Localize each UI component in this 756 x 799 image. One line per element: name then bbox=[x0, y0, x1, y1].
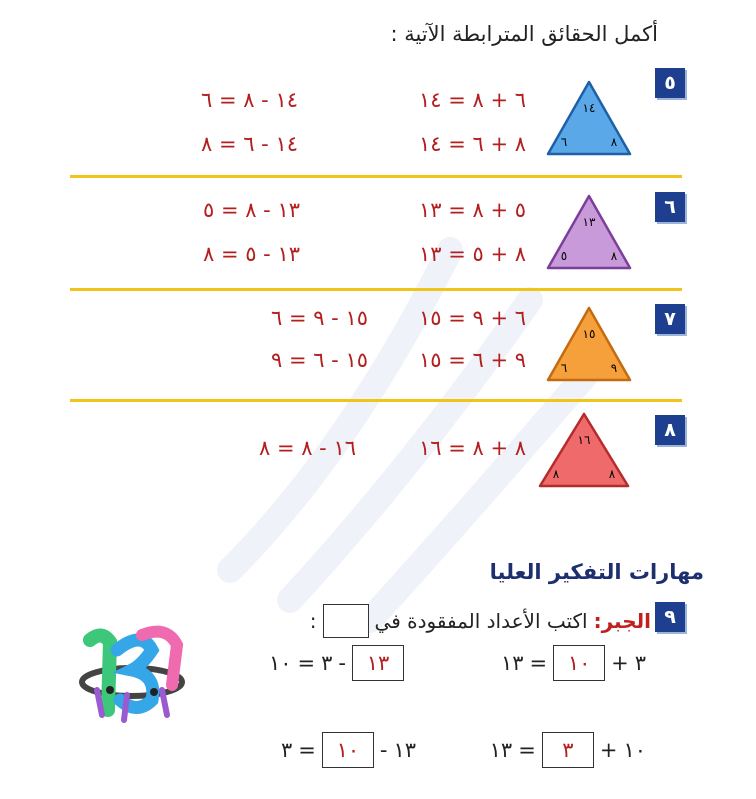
exercise-number-badge: ٥ bbox=[655, 68, 685, 98]
triangle-right-number: ٨ bbox=[610, 135, 618, 149]
question-prompt bbox=[310, 604, 651, 638]
missing-number-equation bbox=[501, 645, 646, 681]
fact-triangle bbox=[544, 78, 634, 158]
fact-equation: ١٦ - ٨ = ٨ bbox=[258, 436, 356, 460]
answer-box[interactable]: ٣ bbox=[542, 732, 594, 768]
equation-result: ١٠ bbox=[268, 651, 292, 675]
triangle-top-number: ١٦ bbox=[577, 433, 591, 447]
triangle-right-number: ٨ bbox=[608, 467, 616, 481]
exercise-number-badge: ٦ bbox=[655, 192, 685, 222]
section-title: مهارات التفكير العليا bbox=[489, 560, 704, 584]
missing-number-equation bbox=[281, 732, 416, 768]
empty-box-icon bbox=[323, 604, 369, 638]
triangle-left-number: ٦ bbox=[560, 361, 568, 375]
equation-result: ٣ bbox=[280, 738, 293, 762]
equation-result: ١٣ bbox=[500, 651, 524, 675]
fact-equation: ٩ + ٦ = ١٥ bbox=[418, 348, 526, 372]
prompt-colon: : bbox=[309, 609, 317, 633]
instruction-text: أكمل الحقائق المترابطة الآتية : bbox=[390, 22, 658, 46]
equation-equals: = bbox=[297, 651, 316, 675]
triangle-top-number: ١٤ bbox=[582, 101, 596, 115]
exercise-number-badge: ٩ bbox=[655, 602, 685, 632]
divider bbox=[70, 288, 682, 291]
triangle-top-number: ١٣ bbox=[582, 215, 596, 229]
equation-operand: ٣ bbox=[634, 651, 646, 675]
fact-equation: ١٥ - ٩ = ٦ bbox=[270, 306, 368, 330]
fact-equation: ١٥ - ٦ = ٩ bbox=[270, 348, 368, 372]
fact-equation: ١٣ - ٨ = ٥ bbox=[202, 198, 300, 222]
equation-equals: = bbox=[529, 651, 548, 675]
equation-operand: ٣ bbox=[321, 651, 333, 675]
triangle-left-number: ٨ bbox=[552, 467, 560, 481]
fact-equation: ١٣ - ٥ = ٨ bbox=[202, 242, 300, 266]
algebra-label: الجبر: bbox=[593, 609, 651, 633]
exercise-number-badge: ٨ bbox=[655, 415, 685, 445]
number-13-cartoon bbox=[72, 620, 190, 730]
triangle-top-number: ١٥ bbox=[582, 327, 596, 341]
equation-operator: + bbox=[611, 651, 629, 675]
fact-equation: ٦ + ٨ = ١٤ bbox=[418, 88, 526, 112]
triangle-right-number: ٨ bbox=[610, 249, 618, 263]
equation-equals: = bbox=[518, 738, 536, 762]
fact-equation: ٨ + ٦ = ١٤ bbox=[418, 132, 526, 156]
answer-box[interactable]: ١٠ bbox=[553, 645, 605, 681]
exercise-number-badge: ٧ bbox=[655, 304, 685, 334]
fact-equation: ١٤ - ٨ = ٦ bbox=[200, 88, 298, 112]
prompt-text: اكتب الأعداد المفقودة في bbox=[374, 609, 588, 633]
divider bbox=[70, 175, 682, 178]
equation-result: ١٣ bbox=[489, 738, 513, 762]
triangle-right-number: ٩ bbox=[610, 361, 618, 375]
equation-operator: - bbox=[379, 738, 388, 762]
equation-operand: ١٣ bbox=[393, 738, 416, 762]
fact-equation: ٦ + ٩ = ١٥ bbox=[418, 306, 526, 330]
fact-equation: ١٤ - ٦ = ٨ bbox=[200, 132, 298, 156]
equation-operator: + bbox=[599, 738, 618, 762]
answer-box[interactable]: ١٣ bbox=[352, 645, 404, 681]
fact-triangle bbox=[534, 410, 634, 490]
triangle-left-number: ٦ bbox=[560, 135, 568, 149]
equation-operator: - bbox=[338, 651, 346, 675]
fact-triangle bbox=[544, 304, 634, 384]
equation-equals: = bbox=[298, 738, 316, 762]
triangle-left-number: ٥ bbox=[560, 249, 568, 263]
missing-number-equation bbox=[490, 732, 646, 768]
divider bbox=[70, 399, 682, 402]
missing-number-equation bbox=[269, 645, 404, 681]
equation-operand: ١٠ bbox=[623, 738, 646, 762]
answer-box[interactable]: ١٠ bbox=[322, 732, 374, 768]
fact-equation: ٨ + ٨ = ١٦ bbox=[418, 436, 526, 460]
fact-triangle bbox=[544, 192, 634, 272]
fact-equation: ٨ + ٥ = ١٣ bbox=[418, 242, 526, 266]
fact-equation: ٥ + ٨ = ١٣ bbox=[418, 198, 526, 222]
